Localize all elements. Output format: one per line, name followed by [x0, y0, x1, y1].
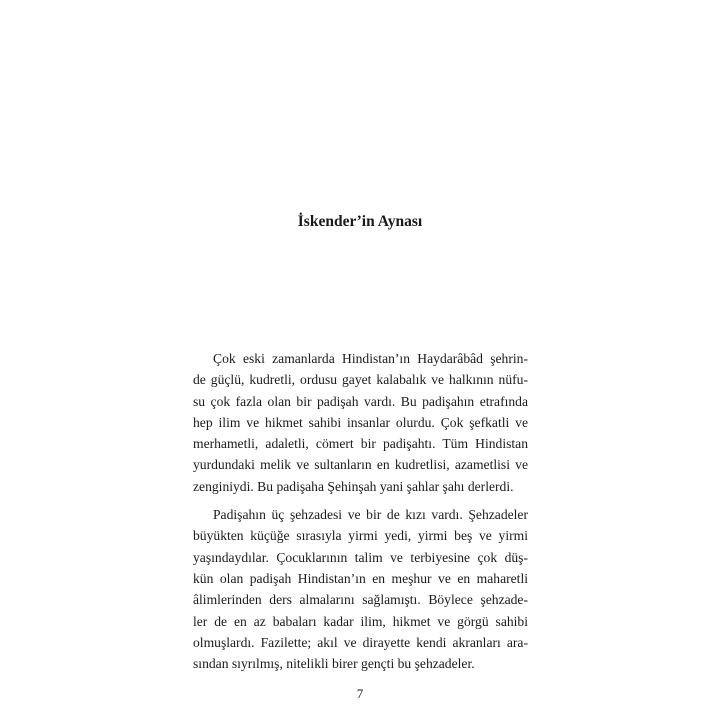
text-line: kün olan padişah Hindistan’ın en meşhur ve en maharetli: [193, 570, 528, 586]
text-line: de güçlü, kudretli, ordusu gayet kalabalık ve halkının nüfu-: [193, 372, 528, 388]
text-line: Padişahın üç şehzadesi ve bir de kızı vardı. Şehzadeler: [213, 507, 528, 523]
paragraph-2: [193, 504, 528, 674]
text-line: merhametli, adaletli, cömert bir padişahtı. Tüm Hindistan: [193, 436, 528, 452]
paragraph-gap: [193, 497, 528, 504]
text-line: yaşındaydılar. Çocuklarının talim ve terbiyesine çok düş-: [193, 549, 528, 565]
text-line: zenginiydi. Bu padişaha Şehinşah yani şahlar şahı derlerdi.: [193, 478, 514, 494]
chapter-title: İskender’in Aynası: [297, 213, 423, 230]
text-line: yurdundaki melik ve sultanların en kudretlisi, azametlisi ve: [193, 457, 528, 473]
page-number: 7: [356, 686, 364, 701]
text-line: âlimlerinden ders almalarını sağlamıştı. Böylece şehzade-: [193, 592, 528, 608]
text-line: ler de en az babaları kadar ilim, hikmet ve görgü sahibi: [193, 613, 528, 629]
text-line: büyükten küçüğe sırasıyla yirmi yedi, yirmi beş ve yirmi: [193, 528, 528, 544]
text-line: su çok fazla olan bir padişah vardı. Bu padişahın etrafında: [193, 393, 528, 409]
text-line: hep ilim ve hikmet sahibi insanlar olurdu. Çok şefkatli ve: [193, 414, 528, 430]
text-line: sından sıyrılmış, nitelikli birer gençti bu şehzadeler.: [193, 656, 475, 672]
paragraph-1: [193, 348, 528, 497]
body-text: [193, 348, 528, 674]
text-line: Çok eski zamanlarda Hindistan’ın Haydarâbâd şehrin-: [213, 351, 528, 366]
text-line: olmuşlardı. Fazilette; akıl ve dirayette kendi akranları ara-: [193, 634, 528, 650]
